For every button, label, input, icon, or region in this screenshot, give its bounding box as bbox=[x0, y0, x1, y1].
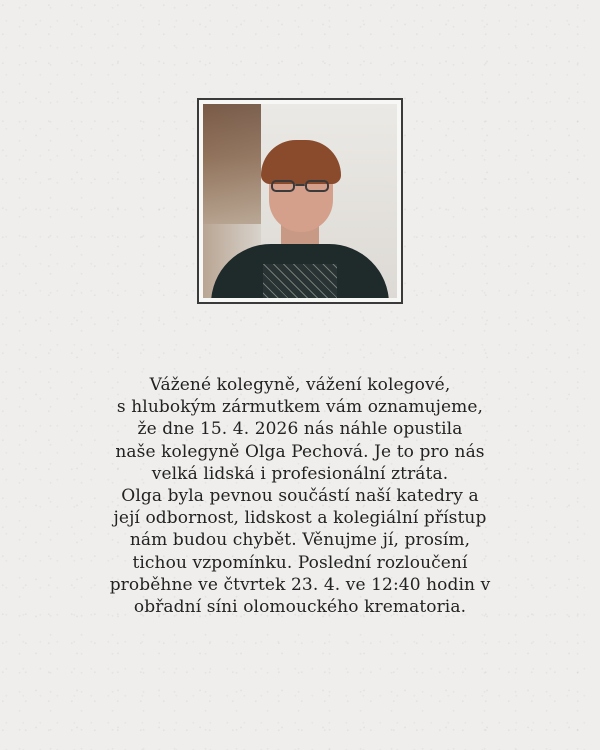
announcement-line: naše kolegyně Olga Pechová. Je to pro nás bbox=[115, 441, 485, 462]
portrait-photo bbox=[203, 104, 397, 298]
announcement-line: její odbornost, lidskost a kolegiální přístup bbox=[113, 508, 487, 529]
announcement-line: s hlubokým zármutkem vám oznamujeme, bbox=[116, 397, 484, 418]
photo-background-panel bbox=[203, 104, 261, 224]
announcement-line: velká lidská i profesionální ztráta. bbox=[151, 463, 449, 484]
announcement-line: proběhne ve čtvrtek 23. 4. ve 12:40 hodin v bbox=[109, 574, 491, 595]
glasses-icon bbox=[271, 180, 331, 194]
photo-blouse-pattern bbox=[263, 264, 337, 298]
announcement-line: Olga byla pevnou součástí naší katedry a bbox=[121, 486, 479, 507]
announcement-line: Vážené kolegyně, vážení kolegové, bbox=[149, 375, 451, 395]
announcement-line: tichou vzpomínku. Poslední rozloučení bbox=[132, 552, 468, 573]
announcement-line: že dne 15. 4. 2026 nás náhle opustila bbox=[137, 419, 463, 440]
announcement-line: nám budou chybět. Věnujme jí, prosím, bbox=[129, 530, 471, 551]
obituary-announcement bbox=[0, 374, 600, 618]
announcement-line: obřadní síni olomouckého krematoria. bbox=[133, 597, 467, 618]
portrait-frame bbox=[197, 98, 403, 304]
